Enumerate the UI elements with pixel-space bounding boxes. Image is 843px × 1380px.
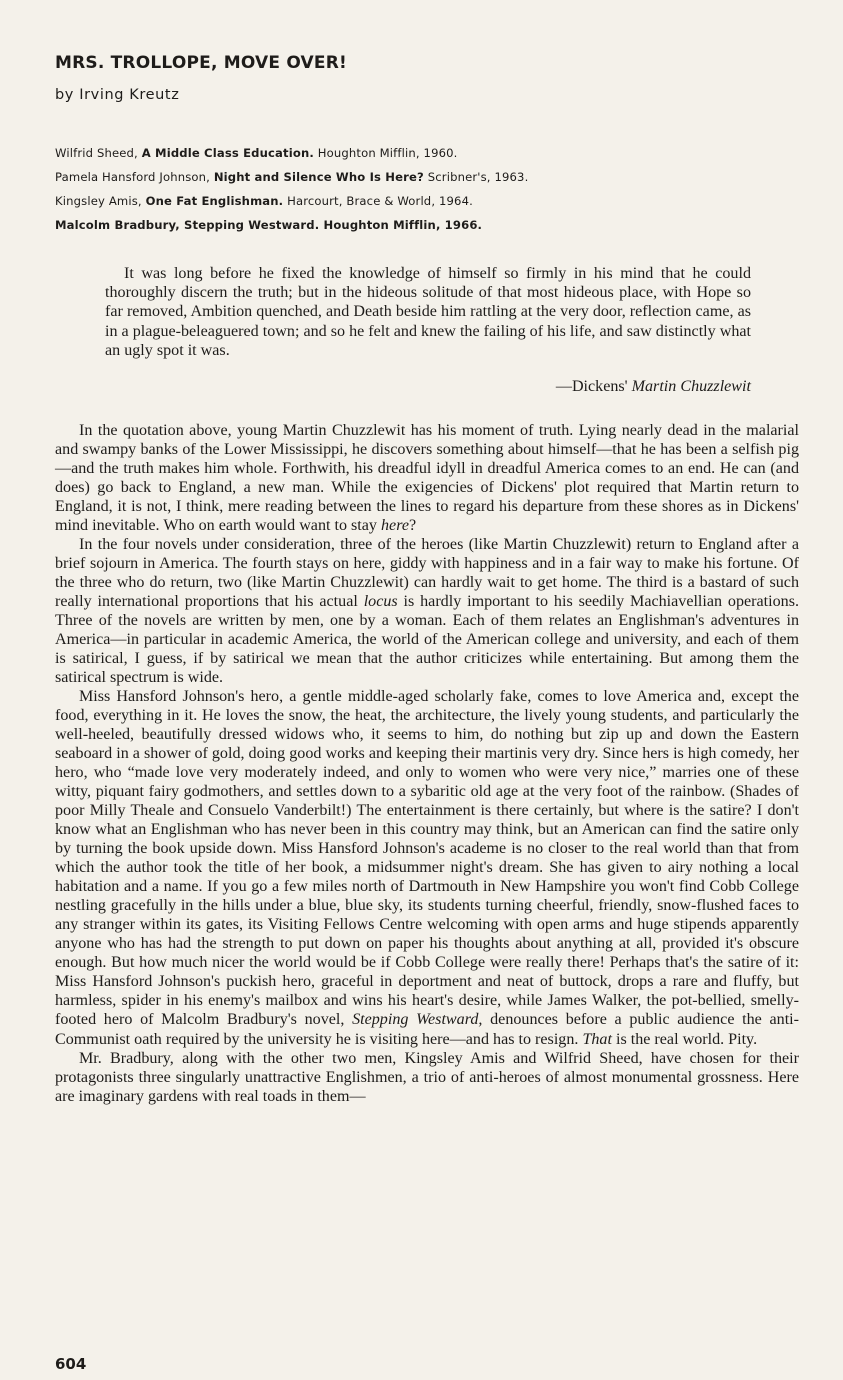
text-run: In the four novels under consideration, three of the heroes (like Martin Chuzzlewit) return to England after a brief sojourn in America. The fourth stays on here, giddy with happiness and in a fair way to make his fortune. Of the three who do return, two (like Martin Chuzzlewit) can hardly wait to get home. The third is a bastard of such really international proportions that his actual [55, 536, 799, 611]
reviewed-books-list [55, 145, 528, 241]
book-title: One Fat Englishman. [145, 194, 284, 208]
book-title: Stepping Westward. [184, 218, 320, 232]
body-paragraph [55, 421, 799, 535]
book-entry [55, 217, 528, 241]
text-run: ? [409, 517, 417, 535]
text-run-italic: here [381, 517, 409, 535]
book-author: Kingsley Amis, [55, 194, 146, 208]
book-publisher: Houghton Mifflin, 1960. [313, 146, 458, 160]
text-run: is hardly important to his seedily Machiavellian operations. Three of the novels are written by men, one by a woman. Each of them relates an Englishman's adventures in America—in particular in academic America, the world of the American college and university, and each of them is satirical, I guess, if by satirical we mean that the author criticizes while entertaining. But among them the satirical spectrum is wide. [55, 593, 799, 687]
text-run: denounces before a public audience the anti-Communist oath required by the university he is visiting here—and has to resign. [55, 1011, 799, 1048]
book-entry [55, 169, 528, 193]
article-body [55, 421, 799, 1106]
text-run-italic: locus [363, 593, 398, 611]
text-run: In the quotation above, young Martin Chuzzlewit has his moment of truth. Lying nearly dead in the malarial and swampy banks of the Lower Mississippi, he discovers something about himself—that he has been a selfish pig—and the truth makes him whole. Forthwith, his dreadful idyll in dreadful America comes to an end. He can (and does) go back to England, a new man. While the exigencies of Dickens' plot required that Martin return to England, it is not, I think, mere reading between the lines to regard his departure from these shores as in Dickens' mind inevitable. Who on earth would want to stay [55, 422, 799, 535]
book-author: Wilfrid Sheed, [55, 146, 142, 160]
book-entry [55, 193, 528, 217]
book-publisher: Houghton Mifflin, 1966. [319, 218, 483, 232]
book-entry [55, 145, 528, 169]
epigraph-attribution [556, 377, 751, 396]
body-paragraph [55, 535, 799, 687]
book-title: A Middle Class Education. [141, 146, 314, 160]
book-publisher: Harcourt, Brace & World, 1964. [283, 194, 473, 208]
book-publisher: Scribner's, 1963. [423, 170, 529, 184]
text-run: is the real world. Pity. [611, 1030, 758, 1048]
byline: by Irving Kreutz [55, 87, 180, 103]
text-run: Miss Hansford Johnson's hero, a gentle middle-aged scholarly fake, comes to love America and, except the food, everything in it. He loves the snow, the heat, the architecture, the lively young students, and particularly the well-heeled, beautifully dressed widows who, it seems to him, do nothing but zip up and down the Eastern seaboard in a shower of gold, doing good works and keeping their martinis very dry. Since hers is high comedy, her hero, who “made love very moderately indeed, and only to women who were very nice,” marries one of these witty, piquant fairy godmothers, and settles down to a sybaritic old age at the very foot of the rainbow. (Shades of poor Milly Theale and Consuelo Vanderbilt!) The entertainment is there certainly, but where is the satire? I don't know what an Englishman who has never been in this country may think, but an American can find the satire only by turning the book upside down. Miss Hansford Johnson's academe is no closer to the real world than that from which the author took the title of her book, a midsummer night's dream. She has given to airy nothing a local habitation and a name. If you go a few miles north of Dartmouth in New Hampshire you won't find Cobb College nestling gracefully in the hills under a blue, blue sky, its students turning cheerful, friendly, snow-flushed faces to any stranger within its gates, its Visiting Fellows Centre welcoming with open arms and huge stipends apparently anyone who has had the strength to put down on paper his thoughts about anything at all, provided it's obscure enough. But how much nicer the world would be if Cobb College were really there! Perhaps that's the satire of it: Miss Hansford Johnson's puckish hero, graceful in deportment and neat of buttock, drops a rare and fluffy, but harmless, spider in his enemy's mailbox and wins his heart's desire, while James Walker, the pot-bellied, smelly-footed hero of Malcolm Bradbury's novel, [55, 688, 799, 1029]
attribution-author: —Dickens' [555, 378, 632, 395]
book-author: Pamela Hansford Johnson, [55, 170, 214, 184]
body-paragraph: Mr. Bradbury, along with the other two men, Kingsley Amis and Wilfrid Sheed, have chosen for their protagonists three singularly unattractive Englishmen, a trio of anti-heroes of almost monumental grossness. Here are imaginary gardens with real toads in them— [55, 1049, 799, 1105]
epigraph-quote: It was long before he fixed the knowledge of himself so firmly in his mind that he could thoroughly discern the truth; but in the hideous solitude of that most hideous place, with Hope so far removed, Ambition quenched, and Death beside him rattling at the very door, reflection came, as in a plague-beleaguered town; and so he felt and knew the failing of his life, and saw distinctly what an ugly spot it was. [105, 265, 751, 359]
page-number: 604 [55, 1355, 87, 1373]
article-title: MRS. TROLLOPE, MOVE OVER! [55, 53, 347, 73]
text-run-italic: That [582, 1030, 612, 1048]
attribution-work: Martin Chuzzlewit [631, 378, 751, 395]
body-paragraph [55, 687, 799, 1048]
book-title: Night and Silence Who Is Here? [213, 170, 424, 184]
text-run-italic: Stepping Westward, [352, 1011, 483, 1029]
book-author: Malcolm Bradbury, [55, 218, 185, 232]
